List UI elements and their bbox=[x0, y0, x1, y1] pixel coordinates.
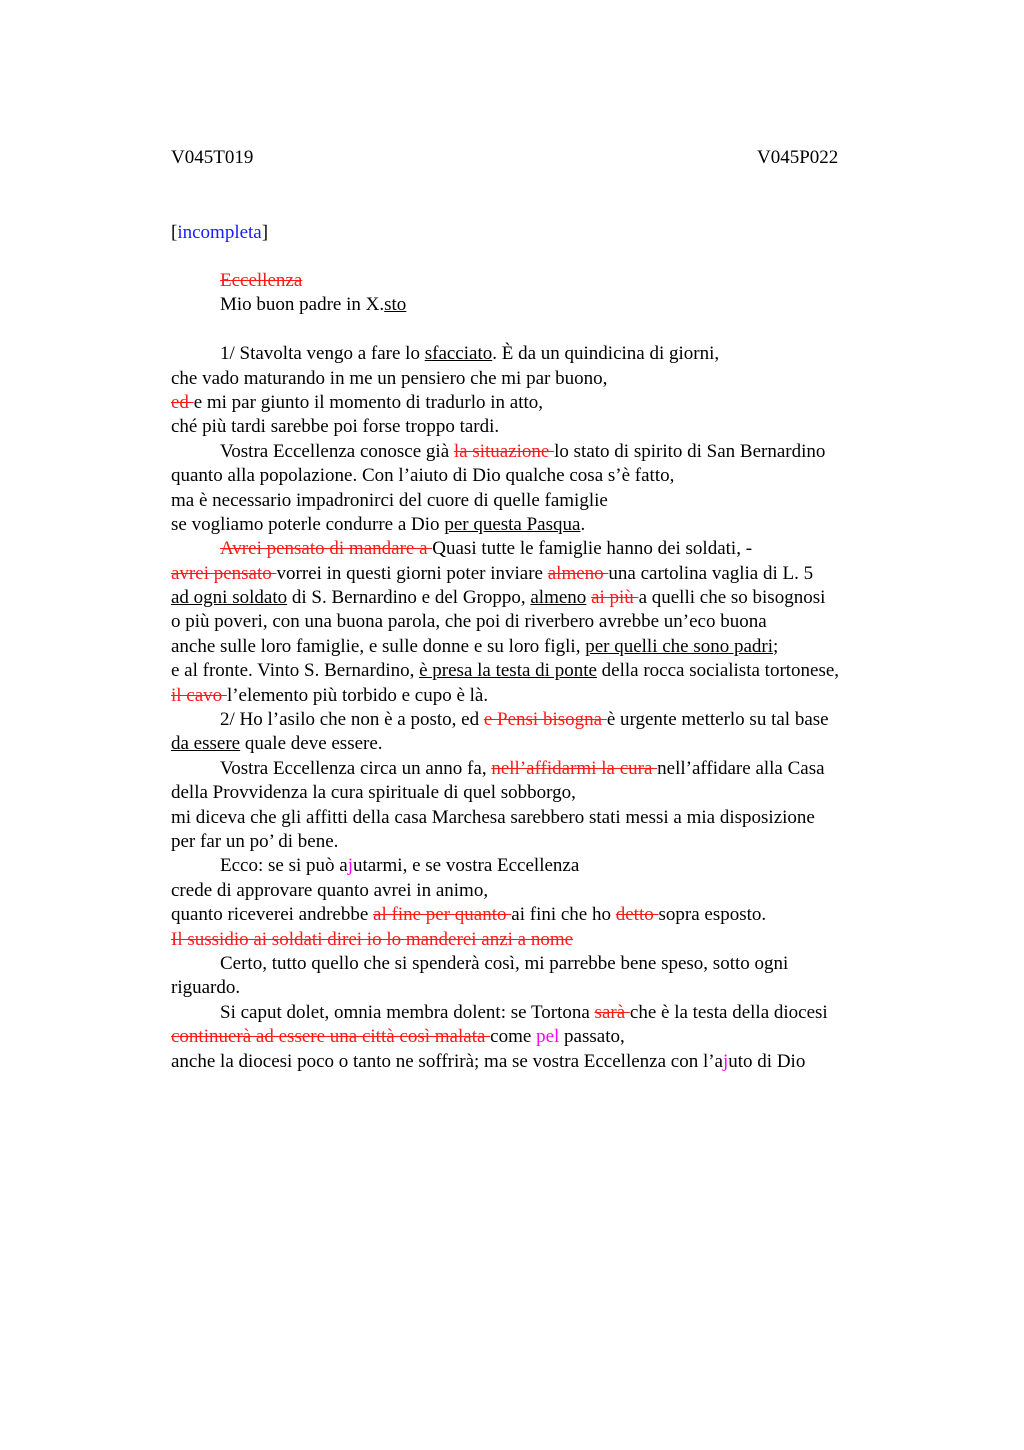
text-line bbox=[171, 513, 911, 537]
text-segment: quanto alla popolazione. Con l’aiuto di Dio qualche cosa s’è fatto, bbox=[171, 465, 675, 487]
text-line bbox=[171, 806, 911, 830]
text-segment: Si caput dolet, omnia membra dolent: se Tortona bbox=[220, 1001, 595, 1023]
document-code-left: V045T019 bbox=[171, 147, 254, 168]
underlined-text: da essere bbox=[171, 733, 241, 755]
text-line bbox=[171, 1025, 911, 1049]
text-line bbox=[171, 610, 911, 634]
letter-body bbox=[171, 269, 911, 1074]
text-line bbox=[171, 489, 911, 513]
underlined-text: per questa Pasqua bbox=[444, 513, 581, 535]
text-segment: uto di Dio bbox=[728, 1050, 806, 1072]
text-line bbox=[171, 879, 911, 903]
paragraph-gap bbox=[171, 318, 911, 342]
text-line bbox=[171, 1050, 911, 1074]
text-line bbox=[171, 342, 911, 366]
highlighted-letter: j bbox=[347, 855, 353, 877]
text-segment: Vostra Eccellenza conosce già bbox=[220, 440, 454, 462]
text-line bbox=[171, 415, 911, 439]
text-line bbox=[171, 830, 911, 854]
text-segment: l’elemento più torbido e cupo è là. bbox=[226, 684, 489, 706]
deleted-text: e Pensi bisogna bbox=[483, 709, 607, 731]
deleted-text: al fine per quanto bbox=[373, 904, 512, 926]
text-segment: della rocca socialista tortonese, bbox=[596, 660, 840, 682]
deleted-text: Avrei pensato di mandare a bbox=[220, 538, 433, 560]
deleted-text: il cavo bbox=[171, 684, 227, 706]
deleted-text: nell’affidarmi la cura bbox=[491, 757, 658, 779]
text-line bbox=[171, 464, 911, 488]
text-segment: Vostra Eccellenza circa un anno fa, bbox=[220, 757, 492, 779]
text-segment: ; bbox=[773, 635, 779, 657]
deleted-text: la situazione bbox=[453, 440, 555, 462]
text-line bbox=[171, 269, 911, 293]
highlighted-letter: j bbox=[723, 1050, 729, 1072]
text-segment: riguardo. bbox=[171, 977, 241, 999]
deleted-text: Eccellenza bbox=[220, 270, 303, 291]
deleted-text: ed bbox=[171, 391, 194, 413]
text-line bbox=[171, 781, 911, 805]
text-segment: mi diceva che gli affitti della casa Marchesa sarebbero stati messi a mia disposizione bbox=[171, 806, 815, 828]
text-segment: crede di approvare quanto avrei in animo, bbox=[171, 879, 489, 901]
text-segment: che vado maturando in me un pensiero che mi par buono, bbox=[171, 367, 608, 389]
text-segment: utarmi, e se vostra Eccellenza bbox=[352, 855, 580, 877]
text-line bbox=[171, 976, 911, 1000]
deleted-text: avrei pensato bbox=[171, 562, 277, 584]
underlined-text: almeno bbox=[530, 587, 587, 609]
text-segment: passato, bbox=[559, 1026, 625, 1048]
text-line bbox=[171, 562, 911, 586]
text-segment: 1/ Stavolta vengo a fare lo bbox=[220, 343, 425, 365]
text-segment: o più poveri, con una buona parola, che poi di riverbero avrebbe un’eco buona bbox=[171, 611, 767, 633]
bracket-close: ] bbox=[261, 222, 269, 243]
text-line bbox=[171, 293, 911, 317]
text-segment: ma è necessario impadronirci del cuore di quelle famiglie bbox=[171, 489, 608, 511]
text-segment: una cartolina vaglia di L. 5 bbox=[608, 562, 814, 584]
text-line bbox=[171, 854, 911, 878]
deleted-text: detto bbox=[615, 904, 659, 926]
text-line bbox=[171, 635, 911, 659]
text-line bbox=[171, 537, 911, 561]
text-line bbox=[171, 586, 911, 610]
text-segment: . bbox=[580, 513, 586, 535]
document-code-right: V045P022 bbox=[757, 147, 839, 168]
status-label: incompleta bbox=[177, 222, 262, 243]
text-segment: della Provvidenza la cura spirituale di quel sobborgo, bbox=[171, 782, 576, 804]
text-line bbox=[171, 367, 911, 391]
text-line bbox=[171, 928, 911, 952]
highlighted-letter: pel bbox=[536, 1026, 560, 1048]
text-line bbox=[171, 684, 911, 708]
text-segment: e al fronte. Vinto S. Bernardino, bbox=[171, 660, 420, 682]
underlined-text: sfacciato bbox=[424, 343, 493, 365]
text-segment: anche la diocesi poco o tanto ne soffrirà; ma se vostra Eccellenza con l’a bbox=[171, 1050, 723, 1072]
text-segment: vorrei in questi giorni poter inviare bbox=[276, 562, 548, 584]
deleted-text: almeno bbox=[547, 562, 609, 584]
text-segment: sopra esposto. bbox=[658, 904, 767, 926]
status-note bbox=[171, 220, 268, 246]
text-line bbox=[171, 952, 911, 976]
underlined-text: per quelli che sono padri bbox=[585, 635, 774, 657]
text-segment: di S. Bernardino e del Groppo, bbox=[287, 587, 531, 609]
text-segment: ai fini che ho bbox=[511, 904, 616, 926]
text-segment: quanto riceverei andrebbe bbox=[171, 904, 374, 926]
text-line bbox=[171, 440, 911, 464]
text-segment: 2/ Ho l’asilo che non è a posto, ed bbox=[220, 709, 484, 731]
text-segment: Certo, tutto quello che si spenderà così, mi parrebbe bene speso, sotto ogni bbox=[220, 952, 789, 974]
text-line bbox=[171, 1001, 911, 1025]
deleted-text: sarà bbox=[594, 1001, 630, 1023]
text-line bbox=[171, 903, 911, 927]
deleted-text: ai più bbox=[591, 587, 639, 609]
text-segment: se vogliamo poterle condurre a Dio bbox=[171, 513, 445, 535]
text-line bbox=[171, 732, 911, 756]
text-line bbox=[171, 391, 911, 415]
text-segment: e mi par giunto il momento di tradurlo in atto, bbox=[193, 391, 544, 413]
underlined-text: sto bbox=[384, 294, 407, 316]
text-line bbox=[171, 659, 911, 683]
text-segment: Quasi tutte le famiglie hanno dei soldati, - bbox=[432, 538, 753, 560]
text-segment: Mio buon padre in X. bbox=[220, 294, 385, 316]
text-segment: nell’affidare alla Casa bbox=[657, 757, 825, 779]
bracket-open: [ bbox=[171, 222, 178, 243]
text-segment: come bbox=[490, 1026, 537, 1048]
text-line bbox=[171, 708, 911, 732]
text-segment: Ecco: se si può a bbox=[220, 855, 348, 877]
underlined-text: ad ogni soldato bbox=[171, 587, 288, 609]
text-segment: è urgente metterlo su tal base bbox=[606, 709, 829, 731]
text-segment: . È da un quindicina di giorni, bbox=[492, 343, 720, 365]
text-segment: che è la testa della diocesi bbox=[629, 1001, 828, 1023]
text-segment: anche sulle loro famiglie, e sulle donne e su loro figli, bbox=[171, 635, 586, 657]
text-segment: quale deve essere. bbox=[240, 733, 383, 755]
deleted-text: Il sussidio ai soldati direi io lo manderei anzi a nome bbox=[171, 928, 574, 950]
text-segment: a quelli che so bisognosi bbox=[638, 587, 826, 609]
deleted-text: continuerà ad essere una città così malata bbox=[171, 1026, 491, 1048]
text-segment: per far un po’ di bene. bbox=[171, 830, 339, 852]
underlined-text: è presa la testa di ponte bbox=[419, 660, 597, 682]
text-line bbox=[171, 757, 911, 781]
text-segment: ché più tardi sarebbe poi forse troppo tardi. bbox=[171, 416, 500, 438]
text-segment: lo stato di spirito di San Bernardino bbox=[554, 440, 826, 462]
